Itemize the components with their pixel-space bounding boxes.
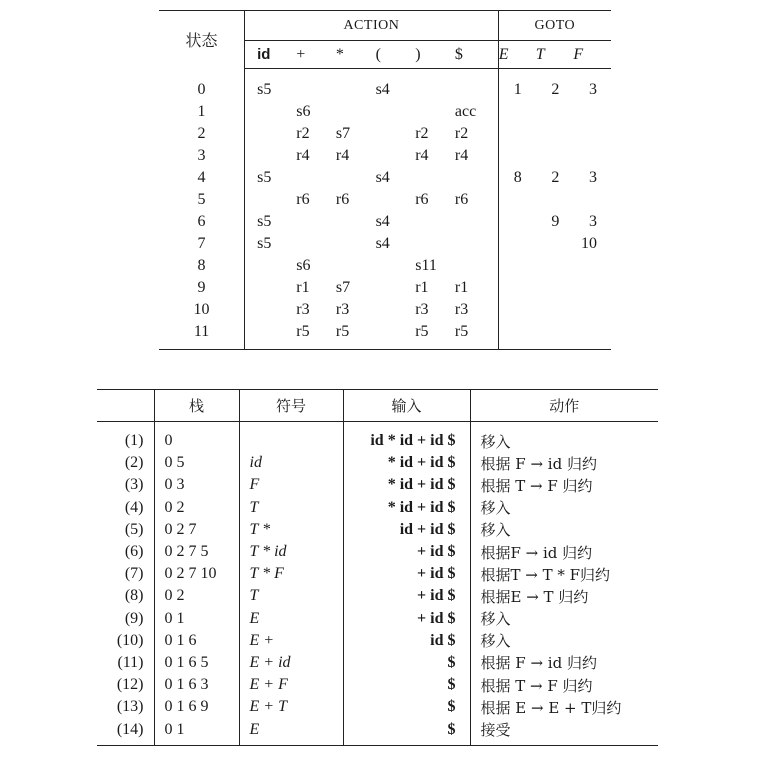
action-header: ACTION [245,11,499,41]
parse-table-row [159,233,611,255]
goto-cell [536,189,574,211]
input-cell: + id $ [343,608,470,630]
symbols-cell: E + T [239,696,343,718]
action-cell [364,299,404,321]
step-number-cell: (1) [124,432,144,450]
action-cell [443,211,498,233]
trace-row [97,497,658,519]
goto-cell [573,277,611,299]
action-text-cell: 移入 [470,497,658,519]
goto-cell [573,101,611,123]
input-cell: + id $ [343,541,470,563]
input-cell: $ [343,652,470,674]
action-cell [284,211,324,233]
action-cell [443,233,498,255]
action-text-cell: 根据 F → id 归约 [470,452,658,474]
action-cell: r5 [415,323,429,340]
action-cell [364,145,404,167]
action-cell [324,233,364,255]
parse-table-row [159,101,611,123]
action-cell: r6 [454,191,469,208]
action-text-cell: 根据E → T 归约 [470,585,658,607]
action-cell [245,101,285,123]
action-cell [443,69,498,102]
input-cell: id * id + id $ [343,422,470,453]
action-symbol-star: * [324,41,364,69]
action-text-cell: 根据 T → F 归约 [470,674,658,696]
action-cell [245,321,285,350]
action-cell: s7 [335,125,351,142]
action-cell [245,123,285,145]
state-header: 状态 [159,11,245,69]
action-cell [284,233,324,255]
action-cell [364,277,404,299]
action-cell: s4 [375,213,390,230]
action-cell [364,101,404,123]
action-cell [245,255,285,277]
action-cell: r5 [454,323,469,340]
symbols-header: 符号 [239,390,343,422]
stack-header: 栈 [154,390,239,422]
stack-cell: 0 2 [154,585,239,607]
trace-row [97,718,658,745]
symbols-cell: E [239,608,343,630]
action-cell: s5 [257,169,272,186]
goto-cell [498,321,536,350]
parse-table-row [159,189,611,211]
step-header [97,390,154,422]
action-cell [284,167,324,189]
state-cell: 4 [159,167,245,189]
action-cell [324,255,364,277]
action-cell: s11 [415,257,437,274]
trace-row [97,541,658,563]
parse-trace-table [97,389,658,746]
step-number-cell: (13) [116,698,144,716]
action-cell: r4 [454,147,469,164]
goto-cell [498,101,536,123]
goto-symbol-e: E [498,41,536,69]
step-number-cell: (10) [116,631,144,649]
goto-cell [573,255,611,277]
step-number-cell: (4) [124,498,144,516]
parse-table-row [159,255,611,277]
goto-cell: 8 [498,167,536,189]
goto-cell [573,145,611,167]
goto-cell: 3 [589,81,597,98]
action-cell: s5 [257,235,272,252]
action-cell [364,255,404,277]
input-header: 输入 [343,390,470,422]
trace-row [97,696,658,718]
input-cell: * id + id $ [343,452,470,474]
action-cell: r1 [454,279,469,296]
action-cell [403,233,443,255]
action-cell [324,211,364,233]
action-cell: r1 [415,279,429,296]
symbols-cell [239,422,343,453]
action-cell [245,277,285,299]
goto-cell [536,145,574,167]
action-cell: r6 [415,191,429,208]
symbols-cell: E + [239,630,343,652]
goto-cell [498,145,536,167]
parse-table-row [159,145,611,167]
action-cell [324,69,364,102]
action-text-cell: 接受 [470,718,658,745]
action-cell: r5 [335,323,350,340]
goto-cell [498,277,536,299]
stack-cell: 0 2 [154,497,239,519]
symbols-cell: T [239,497,343,519]
action-cell [364,321,404,350]
state-cell: 10 [159,299,245,321]
trace-row [97,422,658,453]
action-symbol-lparen: ( [364,41,404,69]
state-cell: 1 [159,101,245,123]
parse-table-row [159,277,611,299]
action-symbol-plus: + [284,41,324,69]
action-cell [245,299,285,321]
trace-row [97,585,658,607]
action-cell [324,101,364,123]
symbols-cell: T * id [239,541,343,563]
action-cell: r4 [335,147,350,164]
input-cell: + id $ [343,563,470,585]
action-cell: r3 [415,301,429,318]
action-text-cell: 根据 T → F 归约 [470,474,658,496]
action-cell [443,167,498,189]
goto-cell [498,233,536,255]
state-cell: 2 [159,123,245,145]
stack-cell: 0 1 6 3 [154,674,239,696]
goto-cell [536,321,574,350]
action-cell [364,189,404,211]
parse-table-row [159,321,611,350]
goto-cell: 10 [581,235,597,252]
action-cell: r2 [296,125,310,142]
trace-row [97,630,658,652]
action-cell: r2 [415,125,429,142]
state-cell: 6 [159,211,245,233]
goto-cell: 2 [551,81,560,98]
symbols-cell: E + id [239,652,343,674]
symbols-cell: E + F [239,674,343,696]
goto-cell: 2 [551,169,560,186]
stack-cell: 0 1 6 [154,630,239,652]
trace-row [97,452,658,474]
goto-cell [573,321,611,350]
symbols-cell: E [239,718,343,745]
input-cell: $ [343,674,470,696]
action-cell: r6 [296,191,310,208]
action-cell [245,145,285,167]
input-cell: $ [343,718,470,745]
action-symbol-dollar: $ [443,41,498,69]
goto-cell [498,255,536,277]
goto-cell [536,277,574,299]
action-cell [403,167,443,189]
goto-cell [536,123,574,145]
goto-cell [498,211,536,233]
goto-cell: 3 [589,213,597,230]
action-cell: r6 [335,191,350,208]
symbols-cell: T * [239,519,343,541]
action-cell [245,189,285,211]
stack-cell: 0 1 [154,718,239,745]
action-cell: r3 [335,301,350,318]
goto-symbol-t: T [536,41,574,69]
input-cell: $ [343,696,470,718]
step-number-cell: (3) [124,476,144,494]
symbols-cell: F [239,474,343,496]
goto-cell: 1 [498,69,536,102]
goto-cell [573,123,611,145]
stack-cell: 0 1 [154,608,239,630]
action-cell: r4 [415,147,429,164]
action-cell: r5 [296,323,310,340]
step-number-cell: (14) [116,720,144,738]
stack-cell: 0 2 7 5 [154,541,239,563]
action-col-header: 动作 [470,390,658,422]
state-cell: 8 [159,255,245,277]
action-cell: s6 [296,103,311,120]
action-symbol-id: id [245,41,285,69]
stack-cell: 0 2 7 [154,519,239,541]
action-cell [403,211,443,233]
action-cell: s4 [375,169,390,186]
goto-cell [536,233,574,255]
state-cell: 7 [159,233,245,255]
symbols-cell: T * F [239,563,343,585]
stack-cell: 0 2 7 10 [154,563,239,585]
step-number-cell: (6) [124,543,144,561]
state-cell: 0 [159,69,245,102]
input-cell: id + id $ [343,519,470,541]
symbols-cell: id [239,452,343,474]
action-cell: r4 [296,147,310,164]
goto-cell [536,101,574,123]
action-cell: r3 [296,301,310,318]
step-number-cell: (5) [124,520,144,538]
trace-row [97,652,658,674]
trace-row [97,563,658,585]
action-cell: r1 [296,279,310,296]
goto-cell [536,255,574,277]
parse-table-row [159,123,611,145]
stack-cell: 0 1 6 9 [154,696,239,718]
stack-cell: 0 5 [154,452,239,474]
action-text-cell: 根据T → T * F归约 [470,563,658,585]
action-cell: s7 [335,279,351,296]
trace-row [97,674,658,696]
action-text-cell: 移入 [470,630,658,652]
action-cell: r3 [454,301,469,318]
parse-table-row [159,167,611,189]
goto-cell [498,299,536,321]
action-cell [324,167,364,189]
action-text-cell: 根据F → id 归约 [470,541,658,563]
goto-cell: 9 [551,213,560,230]
goto-cell [536,299,574,321]
action-cell [443,255,498,277]
step-number-cell: (8) [124,587,144,605]
step-number-cell: (11) [117,653,144,671]
state-cell: 11 [159,321,245,350]
goto-cell [498,189,536,211]
action-cell [284,69,324,102]
action-cell: s6 [296,257,311,274]
input-cell: + id $ [343,585,470,607]
input-cell: * id + id $ [343,474,470,496]
action-cell: r2 [454,125,469,142]
input-cell: * id + id $ [343,497,470,519]
goto-header: GOTO [498,11,611,41]
goto-cell [573,189,611,211]
trace-row [97,519,658,541]
step-number-cell: (2) [124,454,144,472]
state-cell: 9 [159,277,245,299]
action-symbol-rparen: ) [403,41,443,69]
action-text-cell: 移入 [470,422,658,453]
action-text-cell: 根据 F → id 归约 [470,652,658,674]
goto-symbol-f: F [573,41,611,69]
trace-row [97,608,658,630]
parse-table [159,10,611,350]
action-text-cell: 根据 E → E + T归约 [470,696,658,718]
action-cell: s4 [375,235,390,252]
action-cell [403,101,443,123]
stack-cell: 0 3 [154,474,239,496]
step-number-cell: (9) [124,609,144,627]
parse-table-row [159,211,611,233]
input-cell: id $ [343,630,470,652]
goto-cell: 3 [589,169,597,186]
step-number-cell: (12) [116,676,144,694]
trace-row [97,474,658,496]
action-cell: s5 [257,81,272,98]
action-text-cell: 移入 [470,608,658,630]
action-cell: acc [454,103,477,120]
stack-cell: 0 [154,422,239,453]
action-text-cell: 移入 [470,519,658,541]
step-number-cell: (7) [124,565,144,583]
action-cell [403,69,443,102]
state-cell: 3 [159,145,245,167]
goto-cell [573,299,611,321]
action-cell: s4 [375,81,390,98]
parse-table-row [159,299,611,321]
action-cell: s5 [257,213,272,230]
stack-cell: 0 1 6 5 [154,652,239,674]
symbols-cell: T [239,585,343,607]
state-cell: 5 [159,189,245,211]
action-cell [364,123,404,145]
parse-table-row [159,69,611,102]
goto-cell [498,123,536,145]
